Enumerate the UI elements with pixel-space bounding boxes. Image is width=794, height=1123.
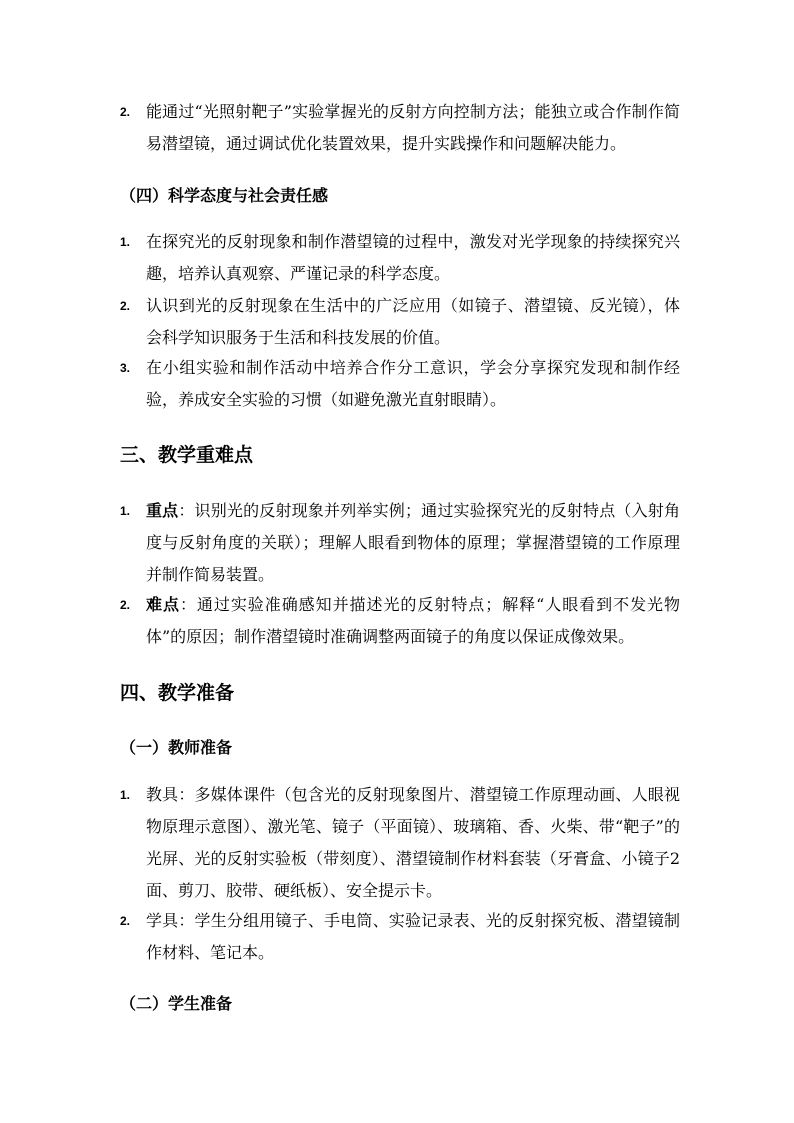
- item-label: 重点: [146, 501, 179, 520]
- list-item: [120, 905, 680, 969]
- section-heading: 三、教学重难点: [120, 444, 254, 466]
- subsection-title: （二）学生准备: [120, 994, 233, 1013]
- list-text: 能通过“光照射靶子”实验掌握光的反射方向控制方法；能独立或合作制作简易潜望镜，通过调试优化装置效果，提升实践操作和问题解决能力。: [146, 102, 680, 153]
- list-item: [120, 779, 680, 907]
- list-item: [120, 290, 680, 354]
- list-text: 在小组实验和制作活动中培养合作分工意识，学会分享探究发现和制作经验，养成安全实验的习惯（如避免激光直射眼睛）。: [146, 358, 680, 409]
- list-number: 1.: [120, 504, 131, 518]
- list-text: [146, 495, 680, 591]
- list-text: [146, 589, 680, 653]
- list-text: 学具：学生分组用镜子、手电筒、实验记录表、光的反射探究板、潜望镜制作材料、笔记本。: [146, 911, 680, 962]
- item-label: 难点: [146, 595, 180, 614]
- list-number: 2.: [120, 105, 131, 119]
- list-number: 2.: [120, 914, 131, 928]
- list-number: 3.: [120, 361, 131, 375]
- list-text: 认识到光的反射现象在生活中的广泛应用（如镜子、潜望镜、反光镜），体会科学知识服务于生活和科技发展的价值。: [146, 296, 680, 347]
- list-number: 2.: [120, 598, 131, 612]
- list-item: [120, 226, 680, 290]
- list-number: 2.: [120, 299, 131, 313]
- section-heading: 四、教学准备: [120, 682, 235, 704]
- subsection-title: （四）科学态度与社会责任感: [120, 186, 329, 205]
- item-body: ：通过实验准确感知并描述光的反射特点；解释“人眼看到不发光物体”的原因；制作潜望镜时准确调整两面镜子的角度以保证成像效果。: [146, 595, 680, 646]
- list-number: 1.: [120, 235, 131, 249]
- list-item: [120, 352, 680, 416]
- list-item: [120, 495, 680, 591]
- list-text: 教具：多媒体课件（包含光的反射现象图片、潜望镜工作原理动画、人眼视物原理示意图）、激光笔、镜子（平面镜）、玻璃箱、香、火柴、带“靶子”的光屏、光的反射实验板（带刻度）、潜望镜制作材料套装（牙膏盒、小镜子2面、剪刀、胶带、硬纸板）、安全提示卡。: [146, 785, 680, 900]
- list-number: 1.: [120, 788, 131, 802]
- subsection-title: （一）教师准备: [120, 738, 233, 757]
- item-body: ：识别光的反射现象并列举实例；通过实验探究光的反射特点（入射角度与反射角度的关联）；理解人眼看到物体的原理；掌握潜望镜的工作原理并制作简易装置。: [146, 501, 680, 584]
- list-text: 在探究光的反射现象和制作潜望镜的过程中，激发对光学现象的持续探究兴趣，培养认真观察、严谨记录的科学态度。: [146, 232, 680, 283]
- list-item: [120, 589, 680, 653]
- list-item: [120, 96, 680, 160]
